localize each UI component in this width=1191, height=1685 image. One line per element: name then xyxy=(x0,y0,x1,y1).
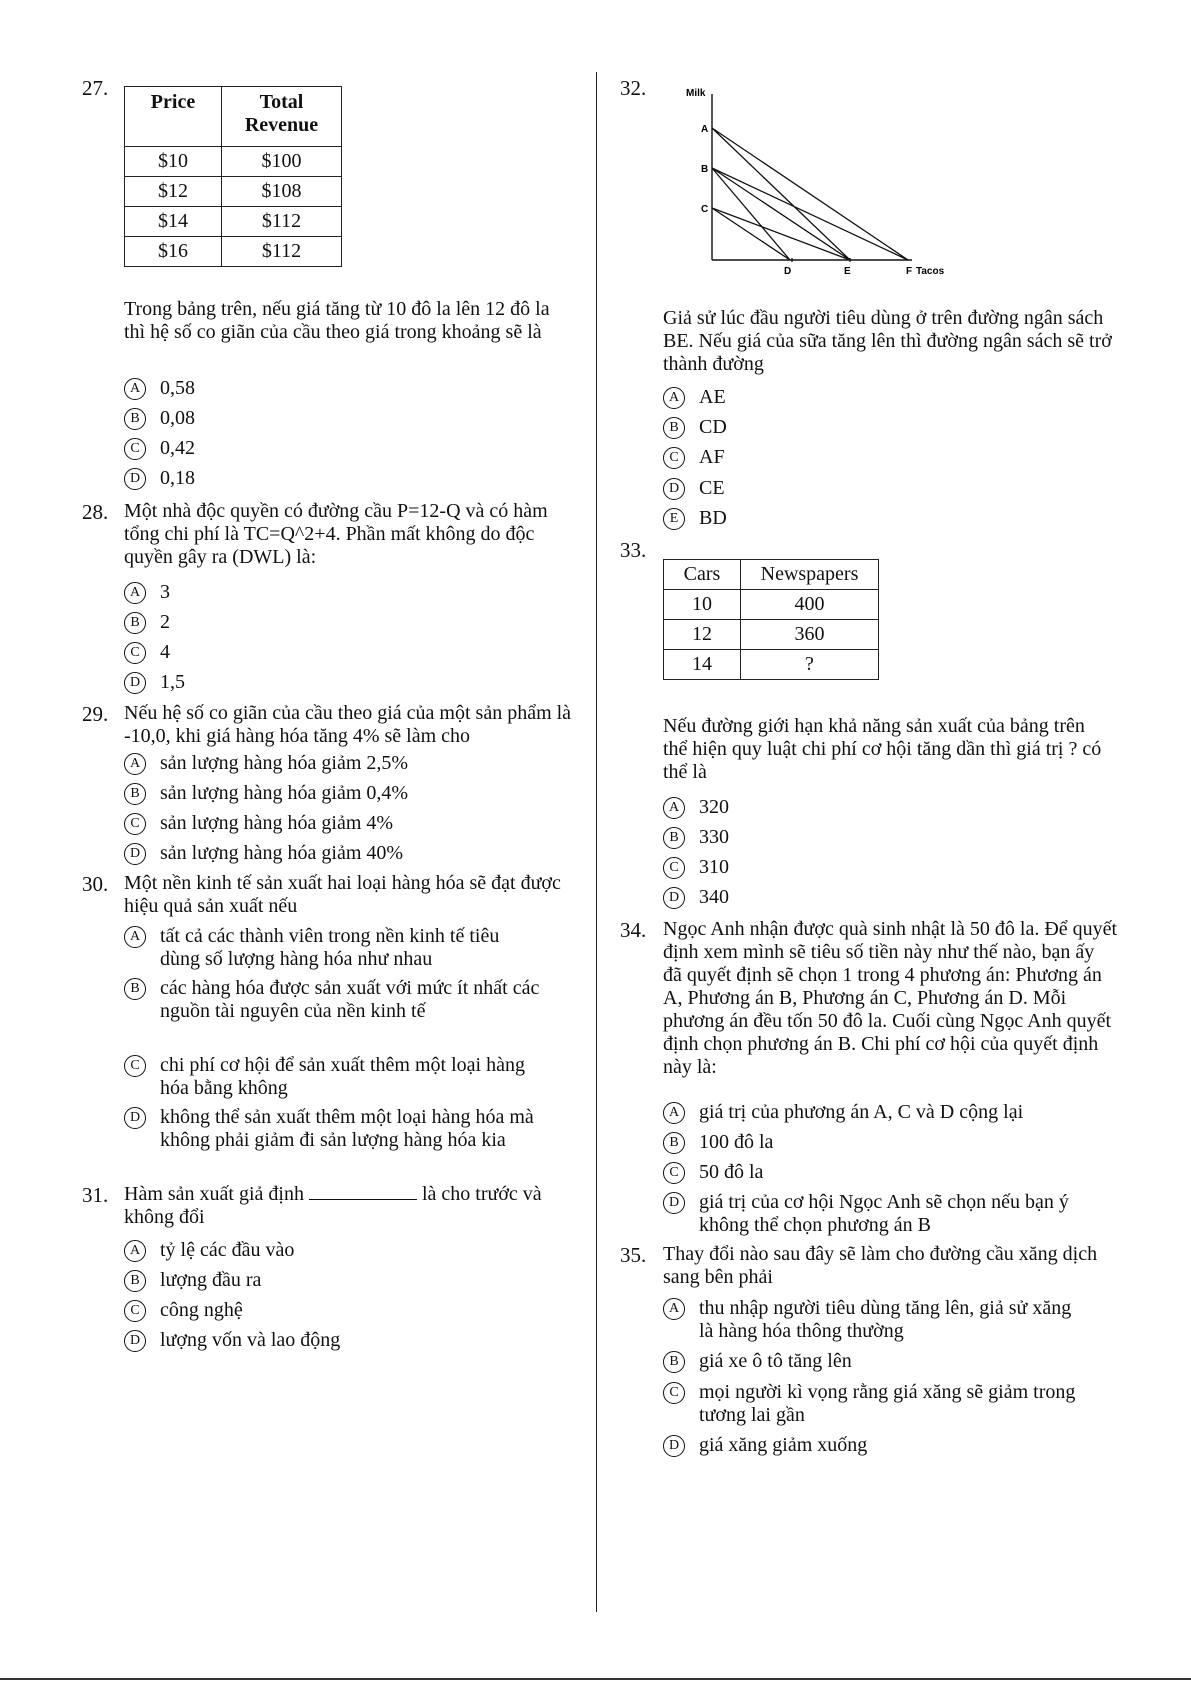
option-circle: D xyxy=(663,1435,685,1457)
point-label-e: E xyxy=(844,266,851,277)
point-label-c: C xyxy=(701,204,709,215)
option-text: CD xyxy=(699,416,727,438)
option-circle: D xyxy=(663,1192,685,1214)
question-number-30: 30. xyxy=(82,872,109,896)
x-axis-label: Tacos xyxy=(916,266,945,277)
option-27-d[interactable] xyxy=(124,467,195,490)
option-29-a[interactable] xyxy=(124,752,408,775)
table-header: Newspapers xyxy=(741,560,879,590)
option-circle: B xyxy=(124,783,146,805)
option-text: giá xe ô tô tăng lên xyxy=(699,1350,852,1372)
point-label-a: A xyxy=(701,124,709,135)
option-circle: A xyxy=(124,753,146,775)
option-31-d[interactable] xyxy=(124,1329,340,1352)
option-35-b[interactable] xyxy=(663,1350,1113,1373)
option-text: giá xăng giảm xuống xyxy=(699,1434,868,1456)
budget-line-graph xyxy=(680,82,960,282)
cars-newspapers-table xyxy=(663,559,879,680)
option-circle: A xyxy=(124,378,146,400)
option-34-c[interactable] xyxy=(663,1161,1113,1184)
option-29-d[interactable] xyxy=(124,842,403,865)
option-30-a[interactable] xyxy=(124,925,544,971)
table-header: Total Revenue xyxy=(222,87,342,147)
table-cell: $108 xyxy=(222,177,342,207)
option-circle: B xyxy=(124,1270,146,1292)
option-circle: C xyxy=(663,447,685,469)
option-32-b[interactable] xyxy=(663,416,727,439)
question-number-32: 32. xyxy=(620,76,647,100)
option-text: tất cả các thành viên trong nền kinh tế tiêu dùng số lượng hàng hóa như nhau xyxy=(160,925,500,970)
option-text: BD xyxy=(699,507,727,529)
option-text: 0,42 xyxy=(160,437,195,459)
option-text: 330 xyxy=(699,826,729,848)
option-circle: A xyxy=(663,1102,685,1124)
option-text: sản lượng hàng hóa giảm 2,5% xyxy=(160,752,409,774)
option-35-c[interactable] xyxy=(663,1381,1083,1427)
option-33-c[interactable] xyxy=(663,856,729,879)
option-33-b[interactable] xyxy=(663,826,729,849)
budget-line-cd xyxy=(712,208,790,260)
question-text-28: Một nhà độc quyền có đường cầu P=12-Q và có hàm tổng chi phí là TC=Q^2+4. Phần mất không do độc quyền gây ra (DWL) là: xyxy=(124,500,548,568)
option-text: 2 xyxy=(160,611,170,633)
question-text-31 xyxy=(124,1183,574,1229)
option-28-c[interactable] xyxy=(124,641,170,664)
option-27-b[interactable] xyxy=(124,407,195,430)
option-circle: A xyxy=(124,582,146,604)
option-circle: C xyxy=(124,438,146,460)
point-label-d: D xyxy=(784,266,792,277)
table-cell: $10 xyxy=(125,147,222,177)
question-text-30: Một nền kinh tế sản xuất hai loại hàng hóa sẽ đạt được hiệu quả sản xuất nếu xyxy=(124,872,561,917)
option-circle: C xyxy=(663,1162,685,1184)
option-text: 320 xyxy=(699,796,729,818)
option-circle: B xyxy=(124,978,146,1000)
budget-line-ce xyxy=(712,208,850,260)
answer-blank xyxy=(309,1185,417,1200)
option-27-a[interactable] xyxy=(124,377,195,400)
table-cell: 360 xyxy=(741,620,879,650)
budget-line-bf xyxy=(712,168,908,260)
question-number-29: 29. xyxy=(82,702,109,726)
table-header: Price xyxy=(125,87,222,147)
option-text: 1,5 xyxy=(160,671,185,693)
option-circle: D xyxy=(124,843,146,865)
question-text-27: Trong bảng trên, nếu giá tăng từ 10 đô la lên 12 đô la thì hệ số co giãn của cầu theo giá trong khoảng sẽ là xyxy=(124,298,550,343)
column-divider xyxy=(596,72,597,1612)
option-text: sản lượng hàng hóa giảm 4% xyxy=(160,812,394,834)
option-text: CE xyxy=(699,477,725,499)
option-circle: D xyxy=(124,468,146,490)
option-text: tỷ lệ các đầu vào xyxy=(160,1239,295,1261)
option-text: chi phí cơ hội để sản xuất thêm một loại hàng hóa bằng không xyxy=(160,1054,525,1099)
option-circle: B xyxy=(663,827,685,849)
option-circle: D xyxy=(124,672,146,694)
budget-line-af xyxy=(712,128,908,260)
option-text: AF xyxy=(699,446,725,468)
option-35-d[interactable] xyxy=(663,1434,1113,1457)
question-number-27: 27. xyxy=(82,76,109,100)
option-text: công nghệ xyxy=(160,1299,243,1321)
question-text-35: Thay đổi nào sau đây sẽ làm cho đường cầu xăng dịch sang bên phải xyxy=(663,1243,1098,1288)
option-29-b[interactable] xyxy=(124,782,408,805)
table-cell: ? xyxy=(741,650,879,680)
option-text: giá trị của phương án A, C và D cộng lại xyxy=(699,1101,1024,1123)
question-text-33: Nếu đường giới hạn khả năng sản xuất của bảng trên thể hiện quy luật chi phí cơ hội tăng dần thì giá trị ? có thể là xyxy=(663,715,1102,783)
option-text: 100 đô la xyxy=(699,1131,774,1153)
question-number-33: 33. xyxy=(620,538,647,562)
question-text-31-before: Hàm sản xuất giả định xyxy=(124,1183,304,1205)
option-32-d[interactable] xyxy=(663,477,725,500)
option-text: AE xyxy=(699,386,726,408)
option-circle: B xyxy=(663,417,685,439)
question-text-34: Ngọc Anh nhận được quà sinh nhật là 50 đô la. Để quyết định xem mình sẽ tiêu số tiền này như thế nào, bạn ấy đã quyết định sẽ chọn 1 trong 4 phương án: Phương án A, Phương án B, Phương án C, Phương án D. Mỗi phương án đều tốn 50 đô la. Cuối cùng Ngọc Anh quyết định chọn phương án B. Chi phí cơ hội của quyết định này là: xyxy=(663,918,1118,1078)
option-circle: B xyxy=(663,1132,685,1154)
table-cell: $16 xyxy=(125,237,222,267)
option-text: 3 xyxy=(160,581,170,603)
option-31-a[interactable] xyxy=(124,1239,294,1262)
option-text: 0,08 xyxy=(160,407,195,429)
option-text: 0,18 xyxy=(160,467,195,489)
option-circle: A xyxy=(663,387,685,409)
option-text: 310 xyxy=(699,856,729,878)
option-28-b[interactable] xyxy=(124,611,170,634)
question-number-34: 34. xyxy=(620,918,647,942)
option-circle: A xyxy=(663,1298,685,1320)
option-circle: C xyxy=(663,1382,685,1404)
option-circle: A xyxy=(124,1240,146,1262)
option-text: sản lượng hàng hóa giảm 0,4% xyxy=(160,782,409,804)
option-circle: C xyxy=(663,857,685,879)
question-number-35: 35. xyxy=(620,1243,647,1267)
option-text: 0,58 xyxy=(160,377,195,399)
table-header: Cars xyxy=(664,560,741,590)
option-circle: D xyxy=(663,887,685,909)
table-cell: 10 xyxy=(664,590,741,620)
option-circle: B xyxy=(663,1351,685,1373)
table-cell: $112 xyxy=(222,237,342,267)
option-34-d[interactable] xyxy=(663,1191,1083,1237)
option-28-d[interactable] xyxy=(124,671,185,694)
table-cell: $14 xyxy=(125,207,222,237)
option-27-c[interactable] xyxy=(124,437,195,460)
option-text: giá trị của cơ hội Ngọc Anh sẽ chọn nếu bạn ý không thể chọn phương án B xyxy=(699,1191,1069,1236)
question-text-29: Nếu hệ số co giãn của cầu theo giá của một sản phẩm là -10,0, khi giá hàng hóa tăng 4% sẽ làm cho xyxy=(124,702,572,747)
option-circle: D xyxy=(663,478,685,500)
option-circle: E xyxy=(663,508,685,530)
option-circle: B xyxy=(124,612,146,634)
option-text: sản lượng hàng hóa giảm 40% xyxy=(160,842,404,864)
question-text-32: Giả sử lúc đầu người tiêu dùng ở trên đường ngân sách BE. Nếu giá của sữa tăng lên thì đường ngân sách sẽ trở thành đường xyxy=(663,307,1112,375)
option-circle: B xyxy=(124,408,146,430)
table-cell: 400 xyxy=(741,590,879,620)
option-34-b[interactable] xyxy=(663,1131,1113,1154)
question-number-28: 28. xyxy=(82,500,109,524)
option-34-a[interactable] xyxy=(663,1101,1113,1124)
option-circle: C xyxy=(124,1055,146,1077)
option-circle: A xyxy=(663,797,685,819)
table-cell: $100 xyxy=(222,147,342,177)
option-28-a[interactable] xyxy=(124,581,170,604)
point-label-f: F xyxy=(906,266,913,277)
budget-line-be xyxy=(712,168,850,260)
option-circle: A xyxy=(124,926,146,948)
page-bottom-rule xyxy=(0,1678,1191,1680)
option-30-b[interactable] xyxy=(124,977,544,1023)
budget-line-ae xyxy=(712,128,850,260)
option-30-d[interactable] xyxy=(124,1106,544,1152)
option-circle: C xyxy=(124,1300,146,1322)
table-cell: 12 xyxy=(664,620,741,650)
option-circle: C xyxy=(124,813,146,835)
option-32-e[interactable] xyxy=(663,507,727,530)
question-text-31-after: là cho trước và không đổi xyxy=(124,1183,542,1228)
option-29-c[interactable] xyxy=(124,812,393,835)
option-32-c[interactable] xyxy=(663,446,725,469)
option-text: lượng vốn và lao động xyxy=(160,1329,341,1351)
option-31-b[interactable] xyxy=(124,1269,261,1292)
question-number-31: 31. xyxy=(82,1183,109,1207)
budget-line-bd xyxy=(712,168,790,260)
option-text: không thể sản xuất thêm một loại hàng hóa mà không phải giảm đi sản lượng hàng hóa kia xyxy=(160,1106,534,1151)
option-circle: D xyxy=(124,1330,146,1352)
option-33-a[interactable] xyxy=(663,796,729,819)
point-label-b: B xyxy=(701,164,709,175)
table-cell: 14 xyxy=(664,650,741,680)
option-text: thu nhập người tiêu dùng tăng lên, giả sử xăng là hàng hóa thông thường xyxy=(699,1297,1072,1342)
option-circle: D xyxy=(124,1107,146,1129)
option-text: lượng đầu ra xyxy=(160,1269,262,1291)
option-33-d[interactable] xyxy=(663,886,729,909)
option-text: 340 xyxy=(699,886,729,908)
option-text: 4 xyxy=(160,641,170,663)
option-text: 50 đô la xyxy=(699,1161,764,1183)
option-31-c[interactable] xyxy=(124,1299,243,1322)
table-cell: $112 xyxy=(222,207,342,237)
table-cell: $12 xyxy=(125,177,222,207)
option-30-c[interactable] xyxy=(124,1054,544,1100)
option-text: mọi người kì vọng rằng giá xăng sẽ giảm trong tương lai gần xyxy=(699,1381,1076,1426)
option-32-a[interactable] xyxy=(663,386,726,409)
price-revenue-table xyxy=(124,86,342,267)
option-text: các hàng hóa được sản xuất với mức ít nhất các nguồn tài nguyên của nền kinh tế xyxy=(160,977,540,1022)
option-35-a[interactable] xyxy=(663,1297,1083,1343)
option-circle: C xyxy=(124,642,146,664)
y-axis-label: Milk xyxy=(686,88,706,99)
